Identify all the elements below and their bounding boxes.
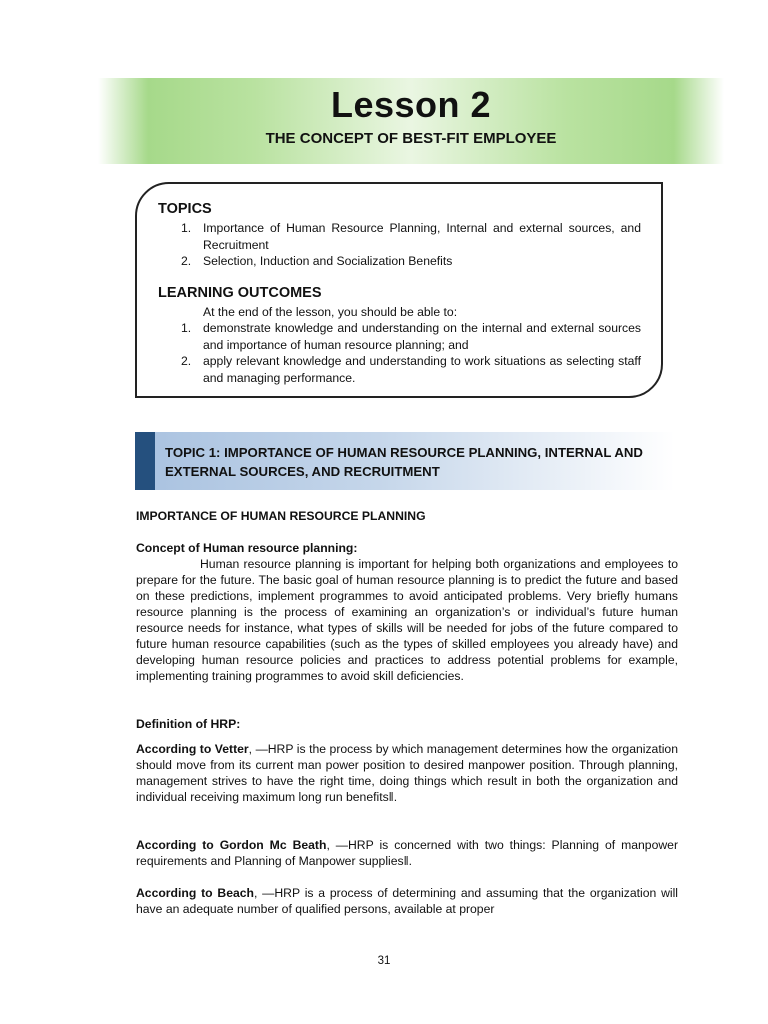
topics-heading: TOPICS — [158, 201, 212, 217]
concept-heading: Concept of Human resource planning: — [136, 541, 358, 555]
topics-outcomes-box — [135, 182, 663, 398]
definition-text: , ―HRP is the process by which management determines how the organization should move from its current man power position to desired manpower position. Through planning, management strives to have the right time, doing things which result in both the organization and individual receiving maximum long run benefits‖. — [136, 742, 678, 804]
topic-heading: TOPIC 1: IMPORTANCE OF HUMAN RESOURCE PLANNING, INTERNAL AND EXTERNAL SOURCES, AND RECRUITMENT — [165, 445, 643, 479]
concept-section — [136, 540, 678, 684]
list-item: 1. Importance of Human Resource Planning, Internal and external sources, and Recruitment — [181, 221, 641, 252]
topic-heading-bar — [135, 432, 675, 490]
definition-mcbeath — [136, 837, 678, 869]
lesson-banner — [98, 78, 724, 164]
topic-accent-stripe — [135, 432, 155, 490]
definition-text: , ―HRP is concerned with two things: Planning of manpower requirements and Planning of Manpower supplies‖. — [136, 838, 678, 868]
definition-beach — [136, 885, 678, 917]
definition-text: , ―HRP is a process of determining and assuming that the organization will have an adequate number of qualified persons, available at proper — [136, 886, 678, 916]
topics-list — [173, 220, 641, 270]
section-heading: IMPORTANCE OF HUMAN RESOURCE PLANNING — [136, 509, 426, 523]
lesson-title: Lesson 2 — [330, 84, 492, 125]
definition-author: According to Vetter — [136, 742, 249, 756]
lesson-subtitle: THE CONCEPT OF BEST-FIT EMPLOYEE — [265, 130, 557, 147]
list-item: 1. demonstrate knowledge and understanding on the internal and external sources and importance of human resource planning; and — [181, 321, 641, 352]
definition-author: According to Gordon Mc Beath — [136, 838, 327, 852]
definition-heading: Definition of HRP: — [136, 717, 241, 731]
learning-outcomes-heading: LEARNING OUTCOMES — [158, 285, 322, 301]
outcomes-list — [173, 320, 641, 386]
outcomes-intro: At the end of the lesson, you should be able to: — [203, 305, 458, 319]
definition-author: According to Beach — [136, 886, 254, 900]
page-number: 31 — [377, 955, 391, 967]
list-item: 2. Selection, Induction and Socialization Benefits — [181, 254, 453, 268]
concept-paragraph: Human resource planning is important for helping both organizations and employees to prepare for the future. The basic goal of human resource planning is to predict the future and based on these predictions, implement programmes to avoid anticipated problems. Very briefly humans resource planning is the process of examining an organization’s or individual’s future human resource needs for instance, what types of skills will be needed for jobs of the future compared to future human resource capabilities (such as the types of skilled employees you already have) and developing human resource policies and practices to address potential problems for example, implementing training programmes to avoid skill deficiencies. — [136, 557, 678, 683]
list-item: 2. apply relevant knowledge and understanding to work situations as selecting staff and managing performance. — [181, 354, 641, 385]
definition-vetter — [136, 741, 678, 805]
